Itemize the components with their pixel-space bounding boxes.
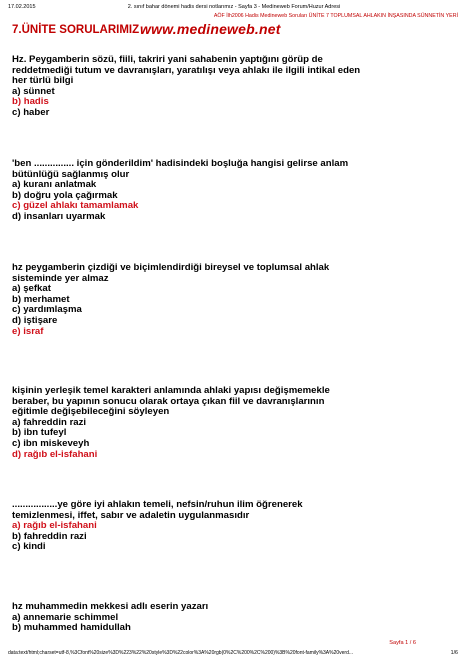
question-line: eğitimle değişebileceğini söyleyen <box>12 406 170 418</box>
question-line: sisteminde yer almaz <box>12 272 109 284</box>
question-block <box>12 386 452 460</box>
question-line: hz peygamberin çizdiği ve biçimlendirdiği bireysel ve toplumsal ahlak <box>12 262 330 273</box>
question-block <box>12 500 452 553</box>
question-line: beraber, bu yapının sonucu olarak ortaya çıkan fiil ve davranışlarının <box>12 395 325 407</box>
option-list <box>12 284 452 337</box>
question-text <box>12 602 452 613</box>
option: d) iştişare <box>12 314 58 326</box>
question-block <box>12 55 452 119</box>
footer-page-number: 1/6 <box>450 650 458 656</box>
option-list <box>12 613 452 634</box>
question-block <box>12 263 452 337</box>
option: b) muhammed hamidullah <box>12 622 131 634</box>
option: a) kuranı anlatmak <box>12 179 97 191</box>
question-text <box>12 159 452 180</box>
option: b) merhamet <box>12 293 70 305</box>
option-list <box>12 418 452 460</box>
option: c) haber <box>12 106 50 118</box>
page-counter-label: Sayfa 1 / 6 <box>389 640 416 646</box>
option-list <box>12 87 452 119</box>
question-text <box>12 500 452 521</box>
question-line: reddetmediği tutum ve davranışları, yaratılışı veya ahlakı ile ilgili intikal eden <box>12 64 361 76</box>
question-block <box>12 159 452 223</box>
option: c) yardımlaşma <box>12 304 82 316</box>
question-text <box>12 55 452 87</box>
option-correct: e) israf <box>12 325 44 337</box>
option: b) fahreddin razi <box>12 530 87 542</box>
question-line: kişinin yerleşik temel karakteri anlamında ahlaki yapısı değişmemekle <box>12 385 330 396</box>
option: a) fahreddin razi <box>12 416 87 428</box>
option-correct: b) hadis <box>12 96 49 108</box>
option-correct: a) rağıb el-isfahani <box>12 520 97 532</box>
section-title: 7.ÜNİTE SORULARIMIZ <box>12 24 140 36</box>
option-correct: c) güzel ahlakı tamamlamak <box>12 200 139 212</box>
breadcrumb: AÖF İlh2006 Hadis Medineweb Soruları ÜNİTE 7 TOPLUMSAL AHLAKIN İNŞASINDA SÜNNETİN YERİ <box>213 13 458 19</box>
question-line: .................ye göre iyi ahlakın temeli, nefsin/ruhun ilim öğrenerek <box>12 499 303 510</box>
header-date: 17.02.2015 <box>8 4 36 10</box>
question-line: temizlenmesi, iffet, sabır ve adaletin uygulanmasıdır <box>12 509 250 521</box>
question-line: bütünlüğü sağlanmış olur <box>12 168 130 180</box>
option-correct: d) rağıb el-isfahani <box>12 448 98 460</box>
question-line: Hz. Peygamberin sözü, fiili, takriri yani sahabenin yaptığını görüp de <box>12 54 323 65</box>
option: c) kindi <box>12 541 46 553</box>
option: a) şefkat <box>12 283 51 295</box>
option: a) annemarie schimmel <box>12 611 119 623</box>
question-text <box>12 263 452 284</box>
question-text <box>12 386 452 418</box>
question-line: her türlü bilgi <box>12 75 74 87</box>
question-block <box>12 602 452 634</box>
site-logo: www.medineweb.net <box>140 21 281 37</box>
option-list <box>12 521 452 553</box>
option: d) insanları uyarmak <box>12 210 106 222</box>
question-line: hz muhammedin mekkesi adlı eserin yazarı <box>12 601 209 612</box>
question-line: 'ben ............... için gönderildim' hadisindeki boşluğa hangisi gelirse anlam <box>12 158 349 169</box>
option: c) ibn miskeveyh <box>12 437 90 449</box>
footer-url: data:text/html;charset=utf-8,%3Cfont%20size%3D%223%22%20style%3D%22color%3A%20rgb(0%2C%200%2C%200)%3B%20font-family%3A%20verd... <box>8 650 354 656</box>
header-page-title: 2. sınıf bahar dönemi hadis dersi notlarımız - Sayfa 3 - Medineweb Forum/Huzur Adresi <box>127 4 341 10</box>
option-list <box>12 180 452 222</box>
option: b) doğru yola çağırmak <box>12 189 118 201</box>
option: a) sünnet <box>12 85 55 97</box>
option: b) ibn tufeyl <box>12 427 67 439</box>
